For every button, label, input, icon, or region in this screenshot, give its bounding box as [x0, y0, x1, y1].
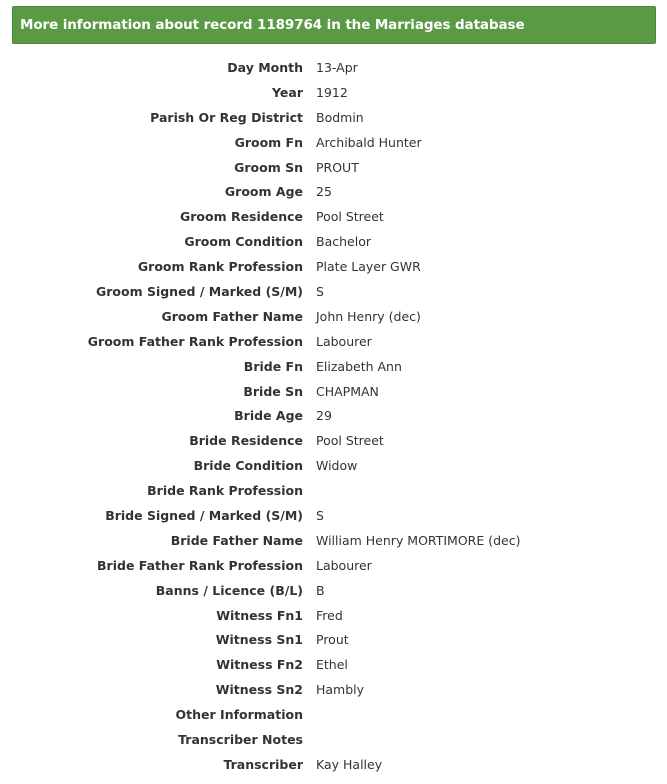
- field-value: Hambly: [316, 682, 365, 698]
- field-value: Plate Layer GWR: [316, 259, 421, 275]
- field-value: Elizabeth Ann: [316, 358, 402, 374]
- field-label: Other Information: [175, 707, 303, 723]
- field-value: Prout: [316, 632, 349, 648]
- field-value: Kay Halley: [316, 756, 383, 772]
- field-row-witness-fn2: [0, 652, 667, 677]
- field-value: Labourer: [316, 557, 372, 573]
- field-row-witness-sn1: [0, 627, 667, 652]
- field-value: Widow: [316, 458, 358, 474]
- field-label: Bride Condition: [193, 458, 303, 474]
- field-value: Pool Street: [316, 209, 384, 225]
- field-row-groom-fn: [0, 130, 667, 155]
- field-row-bride-condition: [0, 453, 667, 478]
- field-label: Groom Father Name: [161, 308, 303, 324]
- field-value: William Henry MORTIMORE (dec): [316, 532, 521, 548]
- field-row-groom-residence: [0, 204, 667, 229]
- field-label: Bride Rank Profession: [147, 483, 303, 499]
- field-value: Fred: [316, 607, 343, 623]
- field-row-groom-father-name: [0, 304, 667, 329]
- field-label: Groom Sn: [234, 159, 303, 175]
- field-row-groom-age: [0, 179, 667, 204]
- field-row-bride-father-rank: [0, 553, 667, 578]
- field-row-parish: [0, 105, 667, 130]
- field-value: CHAPMAN: [316, 383, 379, 399]
- field-row-groom-rank-profession: [0, 254, 667, 279]
- field-label: Bride Fn: [243, 358, 303, 374]
- field-row-bride-signed: [0, 503, 667, 528]
- field-label: Groom Father Rank Profession: [87, 333, 303, 349]
- record-header: [12, 6, 656, 44]
- field-label: Witness Fn1: [216, 607, 303, 623]
- field-row-year: [0, 80, 667, 105]
- field-label: Bride Residence: [189, 433, 303, 449]
- field-row-other-information: [0, 702, 667, 727]
- field-value: S: [316, 284, 324, 300]
- field-value: B: [316, 582, 325, 598]
- field-label: Bride Father Name: [170, 532, 303, 548]
- field-label: Transcriber: [223, 756, 303, 772]
- field-label: Groom Condition: [184, 234, 303, 250]
- field-row-groom-signed: [0, 279, 667, 304]
- field-value: PROUT: [316, 159, 359, 175]
- field-row-witness-fn1: [0, 603, 667, 628]
- field-value: Archibald Hunter: [316, 134, 422, 150]
- field-row-banns-licence: [0, 578, 667, 603]
- field-value: 25: [316, 184, 332, 200]
- field-value: 29: [316, 408, 332, 424]
- field-row-transcriber: [0, 752, 667, 777]
- field-label: Parish Or Reg District: [150, 109, 303, 125]
- field-row-bride-age: [0, 403, 667, 428]
- field-label: Groom Signed / Marked (S/M): [95, 284, 303, 300]
- field-row-groom-condition: [0, 229, 667, 254]
- field-row-transcriber-notes: [0, 727, 667, 752]
- field-label: Bride Sn: [243, 383, 303, 399]
- field-value: 1912: [316, 84, 348, 100]
- field-label: Witness Fn2: [216, 657, 303, 673]
- field-label: Bride Signed / Marked (S/M): [105, 508, 303, 524]
- field-value: Labourer: [316, 333, 372, 349]
- field-value: Bodmin: [316, 109, 364, 125]
- field-label: Groom Residence: [179, 209, 303, 225]
- field-value: Pool Street: [316, 433, 384, 449]
- field-value: Ethel: [316, 657, 348, 673]
- field-label: Witness Sn1: [215, 632, 303, 648]
- field-label: Groom Age: [224, 184, 303, 200]
- field-label: Transcriber Notes: [178, 732, 303, 748]
- field-value: Bachelor: [316, 234, 371, 250]
- field-label: Day Month: [227, 60, 303, 75]
- field-value: 13-Apr: [316, 60, 358, 75]
- field-row-groom-sn: [0, 155, 667, 180]
- field-row-bride-father-name: [0, 528, 667, 553]
- field-row-day-month: [0, 55, 667, 80]
- field-row-bride-rank-profession: [0, 478, 667, 503]
- field-row-bride-sn: [0, 379, 667, 404]
- field-row-witness-sn2: [0, 677, 667, 702]
- field-label: Year: [272, 84, 303, 100]
- field-row-bride-residence: [0, 428, 667, 453]
- field-label: Groom Fn: [234, 134, 303, 150]
- field-value: John Henry (dec): [316, 308, 421, 324]
- record-details: [0, 55, 667, 777]
- field-label: Bride Age: [234, 408, 303, 424]
- field-label: Groom Rank Profession: [137, 259, 303, 275]
- field-row-groom-father-rank: [0, 329, 667, 354]
- page-title: More information about record 1189764 in the Marriages database: [20, 17, 525, 33]
- field-label: Witness Sn2: [215, 682, 303, 698]
- field-value: S: [316, 508, 324, 524]
- field-row-bride-fn: [0, 354, 667, 379]
- field-label: Bride Father Rank Profession: [97, 557, 303, 573]
- field-label: Banns / Licence (B/L): [155, 582, 303, 598]
